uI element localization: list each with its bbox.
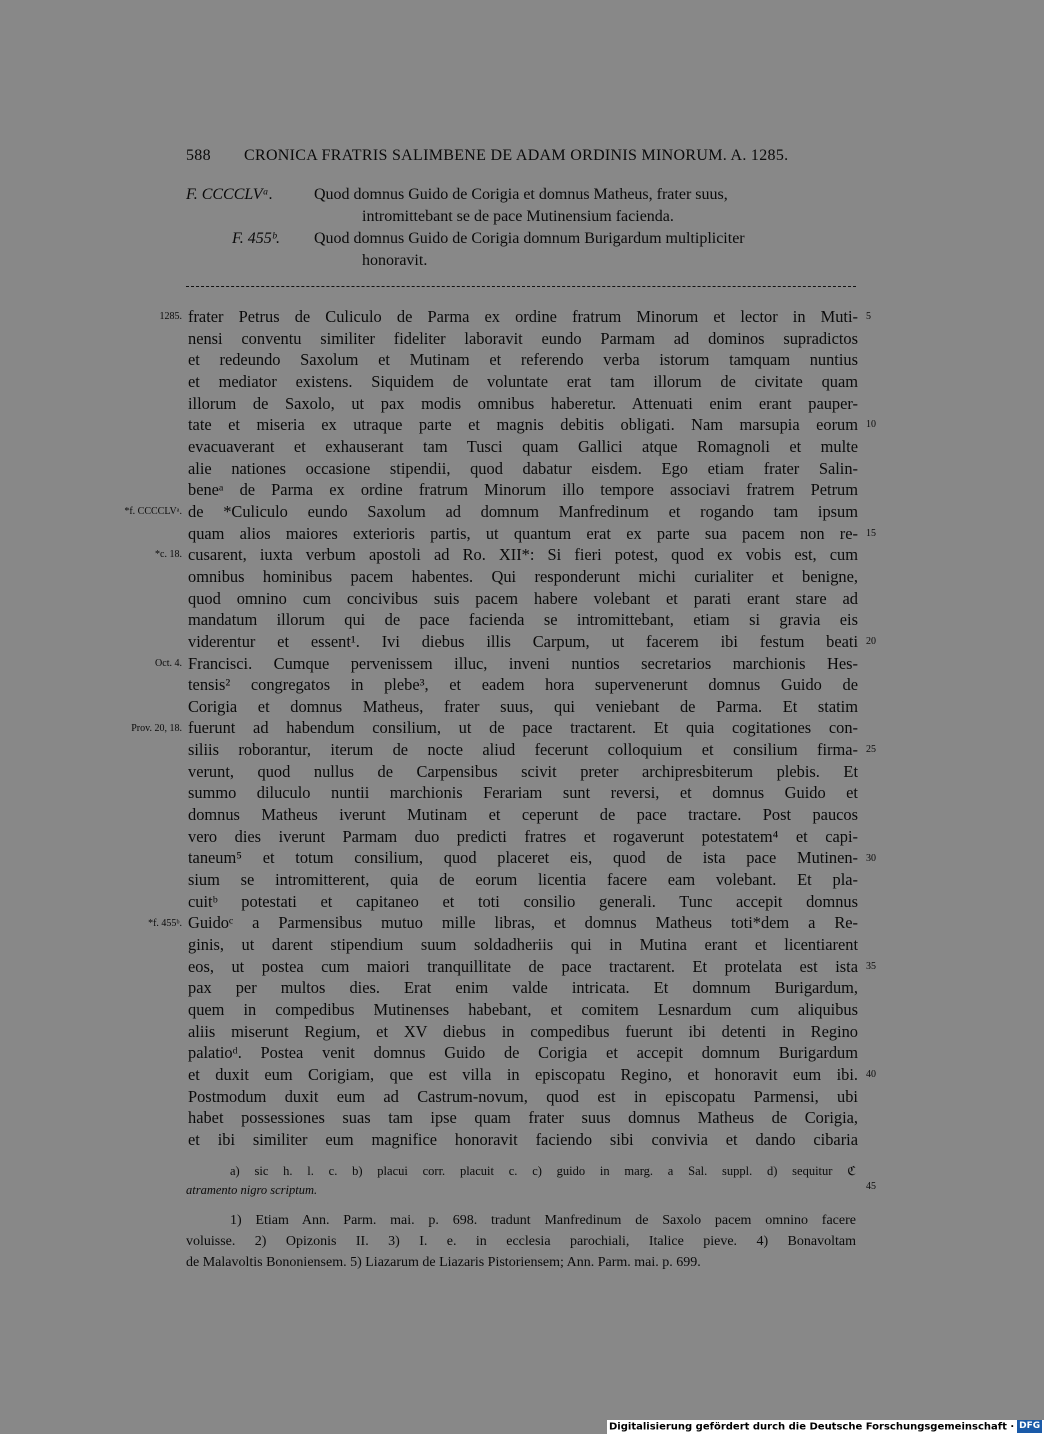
line-number: 15 xyxy=(866,527,876,539)
text-line: tensis² congregatos in plebe³, et eadem hora supervenerunt domnus Guido de xyxy=(188,675,858,695)
margin-note: *f. 455ᵇ. xyxy=(148,917,182,929)
text-line: quam alios maiores exterioris partis, ut quantum erat ex parte sua pacem non re- xyxy=(188,523,858,543)
text-line: alie nationes occasione stipendii, quod dabatur eisdem. Ego etiam frater Salin- xyxy=(188,458,858,478)
running-title: CRONICA FRATRIS SALIMBENE DE ADAM ORDINIS MINORUM. A. 1285. xyxy=(244,147,789,164)
text-line: Francisci. Cumque pervenissem illuc, inveni nuntios secretarios marchionis Hes- xyxy=(188,653,858,673)
text-line: Corigia et domnus Matheus, frater suus, qui veniebant de Parma. Et statim xyxy=(188,696,858,716)
text-line: evacuaverant et exhauserant tam Tusci quam Gallici atque Romagnoli et multe xyxy=(188,436,858,456)
text-line: palatioᵈ. Postea venit domnus Guido de Corigia et accepit domnum Burigardum xyxy=(188,1043,858,1063)
line-number: 30 xyxy=(866,852,876,864)
text-line: de *Culiculo eundo Saxolum ad domnum Manfredinum et rogando tam ipsum xyxy=(188,501,858,521)
rubric-label: F. CCCCLVᵃ. xyxy=(186,186,273,203)
main-text xyxy=(188,306,858,1151)
text-line: verunt, quod nullus de Carpensibus scivit preter archipresbiterum plebis. Et xyxy=(188,761,858,781)
dfg-logo: DFG xyxy=(1019,1421,1041,1431)
text-line: et duxit eum Corigiam, que est villa in episcopatu Regino, et honoravit eum ibi. xyxy=(188,1064,858,1084)
line-number: 35 xyxy=(866,961,876,973)
margin-note: Prov. 20, 18. xyxy=(131,722,182,734)
text-line: et ibi similiter eum magnifice honoravit faciendo sibi convivia et dando cibaria xyxy=(188,1129,858,1149)
margin-note: 1285. xyxy=(159,311,182,322)
line-number: 25 xyxy=(866,744,876,756)
separator-rule xyxy=(186,286,856,287)
rubric-text-line: honoravit. xyxy=(362,252,428,269)
footnote-line: 1) Etiam Ann. Parm. mai. p. 698. tradunt Manfredinum de Saxolo pacem omnino facere xyxy=(230,1213,856,1228)
text-line: Guidoᶜ a Parmensibus mutuo mille libras, et domnus Matheus toti*dem a Re- xyxy=(188,913,858,933)
text-line: summo diluculo nuntii marchionis Ferariam sunt reversi, et domnus Guido et xyxy=(188,783,858,803)
critical-apparatus xyxy=(186,1162,856,1200)
text-line: fuerunt ad habendum consilium, ut de pace tractarent. Et quia cogitationes con- xyxy=(188,718,858,738)
text-line: aliis miserunt Regium, et XV diebus in compedibus fuerunt ibi detenti in Regino xyxy=(188,1021,858,1041)
text-line: nensi conventu similiter fideliter laboravit eundo Parmam ad dominos supradictos xyxy=(188,328,858,348)
line-number: 10 xyxy=(866,419,876,431)
rubric-text-line: intromittebant se de pace Mutinensium facienda. xyxy=(362,208,674,225)
text-line: quem in compedibus Mutinenses habebant, et comitem Lesnardum cum aliquibus xyxy=(188,1000,858,1019)
text-line: cusarent, iuxta verbum apostoli ad Ro. XII*: Si fieri potest, quod ex vobis est, cum xyxy=(188,545,858,565)
rubric-label: F. 455ᵇ. xyxy=(232,230,281,247)
rubric-1 xyxy=(186,184,858,228)
text-line: quod omnino cum concivibus suis pacem habere volebant et parati erant stare ad xyxy=(188,588,858,608)
text-line: illorum de Saxolo, ut pax modis omnibus haberetur. Attenuati enim erant pauper- xyxy=(188,393,858,413)
text-line: mandatum illorum qui de pace facienda se intromittebant, etiam si gravia eis xyxy=(188,610,858,630)
text-line: omnibus hominibus pacem habentes. Qui responderunt michi curialiter et benigne, xyxy=(188,566,858,586)
text-line: pax per multos dies. Erat enim valde intricata. Et domnum Burigardum, xyxy=(188,978,858,998)
text-line: siliis roborantur, iterum de nocte aliud fecerunt colloquium et consilium firma- xyxy=(188,740,858,760)
margin-note: Oct. 4. xyxy=(155,657,182,669)
text-line: habet possessiones suas tam ipse quam frater suus domnus Matheus de Corigia, xyxy=(188,1108,858,1128)
rubric-2 xyxy=(186,228,858,272)
text-line: sium se intromitterent, quia de eorum licentia facere eam volebant. Et pla- xyxy=(188,870,858,890)
apparatus-line: atramento nigro scriptum. xyxy=(186,1183,318,1197)
line-number: 20 xyxy=(866,636,876,648)
running-header xyxy=(186,147,858,165)
text-line: taneum⁵ et totum consilium, quod placeret eis, quod de ista pace Mutinen- xyxy=(188,848,858,868)
footnotes xyxy=(186,1210,856,1273)
text-line: domnus Matheus iverunt Mutinam et ceperunt de pace tractare. Post paucos xyxy=(188,805,858,825)
rubric-text-line: Quod domnus Guido de Corigia domnum Burigardum multipliciter xyxy=(314,230,745,247)
line-number: 5 xyxy=(866,311,871,322)
text-line: et mediator existens. Siquidem de voluntate erat tam illorum de civitate quam xyxy=(188,371,858,391)
page-number: 588 xyxy=(186,147,211,164)
rubric-text-line: Quod domnus Guido de Corigia et domnus Matheus, frater suus, xyxy=(314,186,728,203)
footnote-line: voluisse. 2) Opizonis II. 3) I. e. in ecclesia parochiali, Italice pieve. 4) Bonavoltam xyxy=(186,1234,856,1249)
apparatus-line: a) sic h. l. c. b) placui corr. placuit c. c) guido in marg. a Sal. suppl. d) sequitur ℭ xyxy=(230,1164,856,1178)
text-line: ginis, ut darent stipendium suum soldadheriis qui in Mutina erant et licentiarent xyxy=(188,935,858,955)
text-line: vero dies iverunt Parmam duo predicti fratres et rogaverunt potestatem⁴ et capi- xyxy=(188,826,858,846)
footnote-line: de Malavoltis Bononiensem. 5) Liazarum de Liazaris Pistoriensem; Ann. Parm. mai. p. 699. xyxy=(186,1255,701,1270)
text-line: et redeundo Saxolum et Mutinam et referendo verba istorum tamquam nuntius xyxy=(188,350,858,370)
text-line: cuitᵇ potestati et capitaneo et toti consilio generali. Tunc accepit domnus xyxy=(188,891,858,911)
digitization-credit xyxy=(607,1420,1044,1434)
text-line: frater Petrus de Culiculo de Parma ex ordine fratrum Minorum et lector in Muti- xyxy=(188,307,858,326)
text-line: Postmodum duxit eum ad Castrum-novum, quod est in episcopatu Parmensi, ubi xyxy=(188,1086,858,1106)
text-line: eos, ut postea cum maiori tranquillitate de pace tractarent. Et protelata est ista xyxy=(188,956,858,976)
text-line: beneᵃ de Parma ex ordine fratrum Minorum illo tempore associavi fratrem Petrum xyxy=(188,480,858,500)
credit-text: Digitalisierung gefördert durch die Deutsche Forschungsgemeinschaft · xyxy=(609,1421,1015,1433)
apparatus-line-number: 45 xyxy=(866,1181,876,1192)
margin-note: *f. CCCCLVᵃ. xyxy=(124,506,182,518)
line-number: 40 xyxy=(866,1069,876,1081)
margin-note: *c. 18. xyxy=(155,549,182,561)
text-line: tate et miseria ex utraque parte et magnis debitis obligati. Nam marsupia eorum xyxy=(188,415,858,435)
text-line: viderentur et essent¹. Ivi diebus illis Carpum, ut facerem ibi festum beati xyxy=(188,631,858,651)
